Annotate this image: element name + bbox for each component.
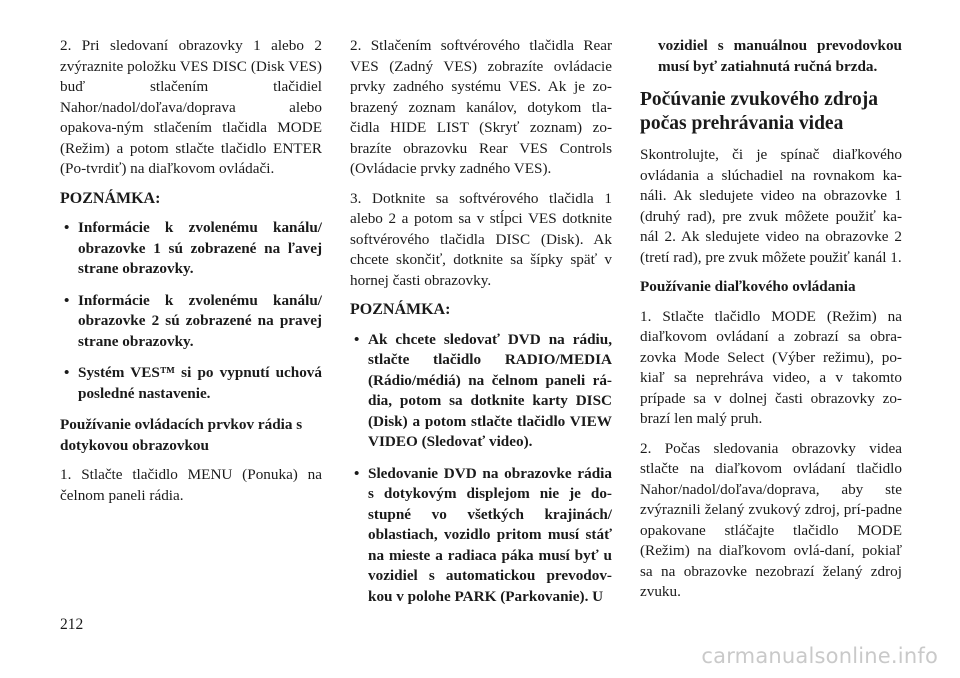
note-item: • Ak chcete sledovať DVD na rádiu, stlačte tlačidlo RADIO/MEDIA (Rádio/médiá) na čelnom paneli rá-dia, potom sa dotknite karty DISC (Disk) a potom stlačte tlačidlo VIEW VIDEO (Sledovať video). xyxy=(350,330,612,453)
paragraph: 2. Pri sledovaní obrazovky 1 alebo 2 zvýraznite položku VES DISC (Disk VES) buď stlačením tlačidiel Nahor/nadol/doľava/doprava alebo opakova-ným stlačením tlačidla MODE (Režim) a potom stlačte tlačidlo ENTER (Po-tvrdiť) na diaľkovom ovládači. xyxy=(60,37,322,177)
note-item: • Informácie k zvolenému kanálu/ obrazovke 1 sú zobrazené na ľavej strane obrazovky. xyxy=(60,218,322,280)
note-item: • Systém VES™ si po vypnutí uchová posledné nastavenie. xyxy=(60,363,322,404)
paragraph: 2. Stlačením softvérového tlačidla Rear VES (Zadný VES) zobrazíte ovládacie prvky zadného systému VES. Ak je zo-brazený zoznam kanálov, dotykom tla-čidla HIDE LIST (Skryť zoznam) zo-brazíte obrazovku Rear VES Controls (Ovládacie prvky zadného VES). xyxy=(350,37,612,177)
note-list-continued xyxy=(640,36,902,77)
subheading: Používanie diaľkového ovládania xyxy=(640,278,856,295)
note-list xyxy=(60,218,322,404)
column-left xyxy=(60,36,322,515)
paragraph: Skontrolujte, či je spínač diaľkového ovládania a slúchadiel na rovnakom ka-náli. Ak sledujete video na obrazovke 1 (druhý rad), pre zvuk môžete použiť ka-nál 2. Ak sledujete video na obrazovke 2 (tretí rad), pre zvuk môžete použiť kanál 1. xyxy=(640,146,902,266)
paragraph: 2. Počas sledovania obrazovky videa stlačte na diaľkovom ovládaní tlačidlo Nahor/nadol/doľava/doprava, aby ste zvýraznili želaný zvukový zdroj, prí-padne opakovane stláčajte tlačidlo MODE (Režim) na diaľkovom ovlá-daní, pokiaľ sa na obrazovke nezobrazí želaný zdroj zvuku. xyxy=(640,439,902,600)
watermark: carmanualsonline.info xyxy=(701,644,938,668)
note-heading: POZNÁMKA: xyxy=(350,301,451,318)
column-right xyxy=(640,36,902,612)
note-item-continued: vozidiel s manuálnou prevodovkou musí byť zatiahnutá ručná brzda. xyxy=(658,37,902,75)
paragraph: 3. Dotknite sa softvérového tlačidla 1 alebo 2 a potom sa v stĺpci VES dotknite softvérového tlačidla DISC (Disk). Ak chcete skončiť, dotknite sa šípky späť v hornej časti obrazovky. xyxy=(350,189,612,289)
column-middle xyxy=(350,36,612,618)
paragraph: 1. Stlačte tlačidlo MENU (Ponuka) na čelnom paneli rádia. xyxy=(60,466,322,504)
section-heading: Počúvanie zvukového zdroja počas prehrávania videa xyxy=(640,89,878,134)
note-item: • Sledovanie DVD na obrazovke rádia s dotykovým displejom nie je do-stupné vo všetkých krajinách/ oblastiach, vozidlo pritom musí stáť na mieste a radiaca páka musí byť u vozidiel s automatickou prevodov-kou v polohe PARK (Parkovanie). U xyxy=(350,464,612,608)
note-heading: POZNÁMKA: xyxy=(60,189,161,207)
paragraph: 1. Stlačte tlačidlo MODE (Režim) na diaľkovom ovládaní a zobrazí sa obra-zovka Mode Select (Výber režimu), po-kiaľ sa neprehráva video, a v takomto prípade sa v dolnej časti obrazovky zo-brazí len malý pruh. xyxy=(640,307,902,427)
subheading: Používanie ovládacích prvkov rádia s dotykovou obrazovkou xyxy=(60,416,303,454)
page-number: 212 xyxy=(60,616,84,633)
note-item: • Informácie k zvolenému kanálu/ obrazovke 2 sú zobrazené na pravej strane obrazovky. xyxy=(60,291,322,353)
note-list xyxy=(350,330,612,608)
